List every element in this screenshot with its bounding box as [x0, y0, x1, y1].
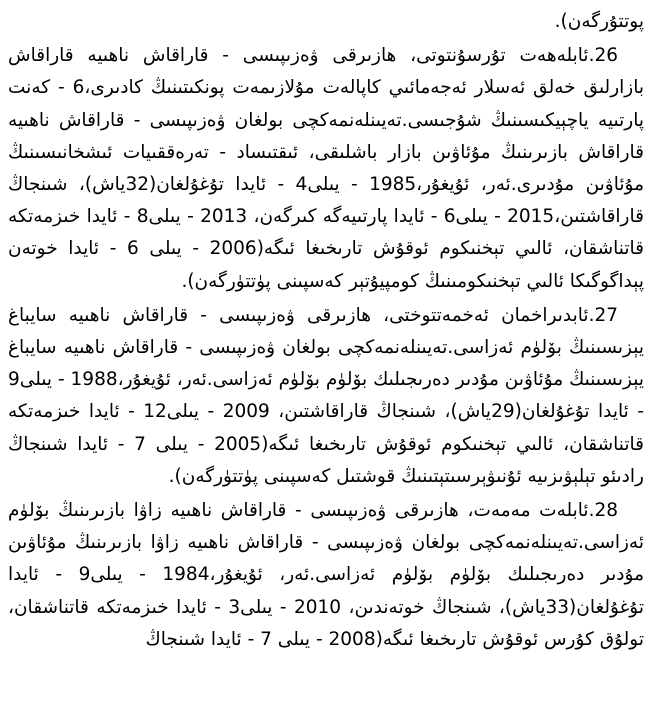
paragraph-entry-27: 27.ئابدىراخمان ئەخمەتتوختى، ھازىرقى ۋەزىپىسى - قاراقاش ناھىيە سايباغ يېزىسىنىڭ بۆلۈم ئەزاسى.تەيىنلەنمەكچى بولغان ۋەزىپىسى - قاراقاش ناھىيە سايباغ يېزىسىنىڭ مۇئاۋىن مۇدىر دەرىجىلىك بۆلۈم بۆلۈم ئەزاسى.ئەر، ئۇيغۇر،1988 - يىلى9 - ئايدا تۇغۇلغان(29ياش)، شىنجاڭ قاراقاشتىن، 2009 - يىلى12 - ئايدا خىزمەتكە قاتناشقان، ئالىي تېخنىكوم ئوقۇش تارىخىغا ئىگە(2005 - يىلى 7 - ئايدا شىنجاڭ رادىئو تېلېۋىزىيە ئۇنىۋېرسىتېتىنىڭ قوشتىل كەسپىنى پۈتتۈرگەن). — [8, 304, 644, 487]
paragraph-entry-28: 28.ئابلەت مەمەت، ھازىرقى ۋەزىپىسى - قاراقاش ناھىيە زاۋا بازىرىنىڭ بۆلۈم ئەزاسى.تەيىنلەنمەكچى بولغان ۋەزىپىسى - قاراقاش ناھىيە زاۋا بازىرىنىڭ مۇئاۋىن مۇدىر دەرىجىلىك بۆلۈم بۆلۈم ئەزاسى.ئەر، ئۇيغۇر،1984 - يىلى9 - ئايدا تۇغۇلغان(33ياش)، شىنجاڭ خوتەندىن، 2010 - يىلى3 - ئايدا خىزمەتكە قاتناشقان، تولۇق كۇرس ئوقۇش تارىخىغا ئىگە(2008 - يىلى 7 - ئايدا شىنجاڭ — [8, 500, 644, 650]
paragraph-continuation: پوتتۇرگەن). — [554, 11, 644, 32]
paragraph-entry-26: 26.ئابلەھەت تۇرسۇنتوتى، ھازىرقى ۋەزىپىسى - قاراقاش ناھىيە قاراقاش بازارلىق خەلق ئەسلار ئەجەمائىي كاپالەت مۇلازىمەت پونكىتىنىڭ كادىرى،6 - كەنت پارتىيە ياچېيكىسىنىڭ شۇجىسى.تەيىنلەنمەكچى بولغان ۋەزىپىسى - قاراقاش ناھىيە قاراقاش بازىرىنىڭ مۇئاۋىن بازار باشلىقى، ئىقتىساد - تەرەققىيات ئىشخانىسىنىڭ مۇئاۋىن مۇدىرى.ئەر، ئۇيغۇر،1985 - يىلى4 - ئايدا تۇغۇلغان(32ياش)، شىنجاڭ قاراقاشتىن،2015 - يىلى6 - ئايدا پارتىيەگە كىرگەن، 2013 - يىلى8 - ئايدا خىزمەتكە قاتناشقان، ئالىي تېخنىكوم ئوقۇش تارىخىغا ئىگە(2006 - يىلى 6 - ئايدا خوتەن پېداگوگىكا ئالىي تېخنىكومىنىڭ كومپيۇتېر كەسپىنى پۈتتۈرگەن). — [8, 45, 644, 292]
